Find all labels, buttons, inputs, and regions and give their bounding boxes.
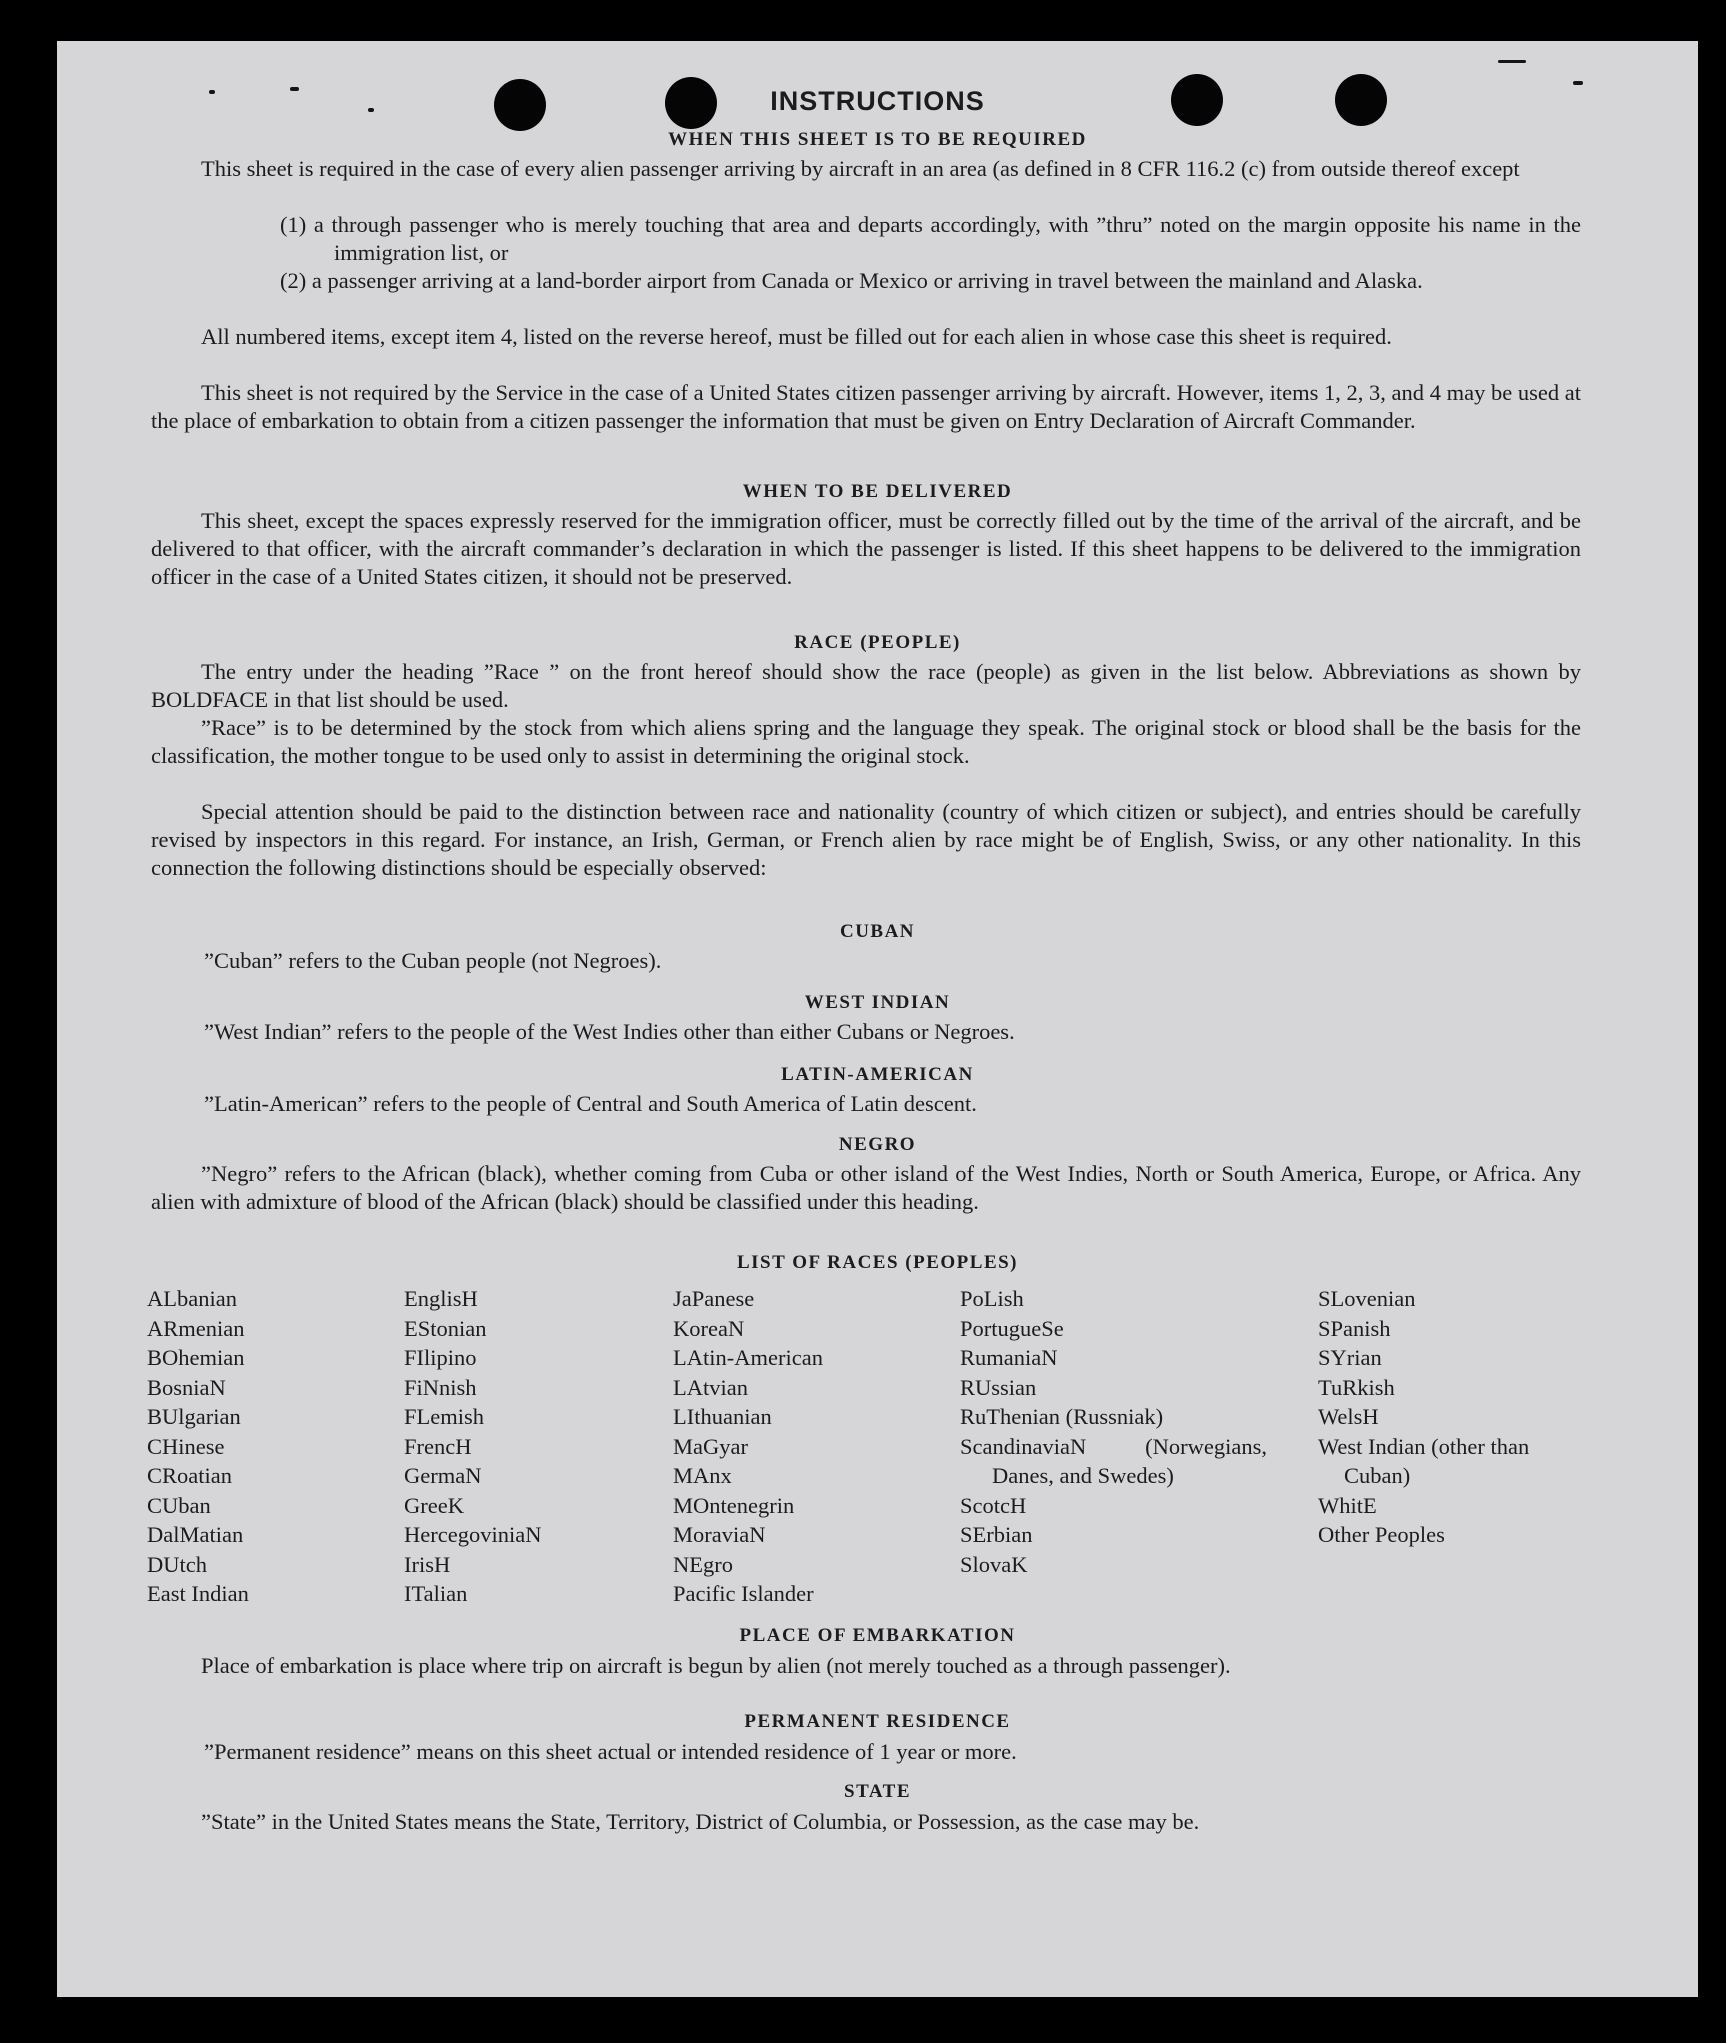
race-list-item: FrencH bbox=[404, 1433, 472, 1459]
state-paragraph: ”State” in the United States means the State, Territory, District of Columbia, or Possession, as the case may be. bbox=[201, 1809, 1200, 1834]
race-list-item: SlovaK bbox=[960, 1551, 1028, 1577]
race-paragraph-2: ”Race” is to be determined by the stock from which aliens spring and the language they speak. The original stock or blood shall be the basis for the classification, the mother tongue to be used only to assist in determining the original stock. bbox=[151, 715, 1581, 768]
race-list-item: CRoatian bbox=[147, 1463, 232, 1488]
race-list-item: BUlgarian bbox=[147, 1404, 241, 1429]
heading-permanent-residence: PERMANENT RESIDENCE bbox=[744, 1711, 1011, 1732]
race-list-item: IrisH bbox=[404, 1551, 451, 1577]
race-list-item: NEgro bbox=[673, 1551, 733, 1577]
race-list-item: ScotcH bbox=[960, 1492, 1027, 1518]
latin-american-paragraph: ”Latin-American” refers to the people of Central and South America of Latin descent. bbox=[204, 1091, 977, 1116]
heading-west-indian: WEST INDIAN bbox=[804, 992, 951, 1013]
race-list-item: HercegoviniaN bbox=[404, 1522, 542, 1547]
heading-list-of-races: LIST OF RACES (PEOPLES) bbox=[736, 1252, 1019, 1273]
race-list-col-5 bbox=[1318, 1284, 1598, 1550]
race-list-item: Other Peoples bbox=[1318, 1522, 1445, 1547]
race-list-item: FLemish bbox=[404, 1404, 485, 1429]
heading-place-of-embarkation: PLACE OF EMBARKATION bbox=[739, 1625, 1016, 1646]
race-list-item: SYrian bbox=[1318, 1345, 1382, 1370]
race-list-item: RUssian bbox=[960, 1374, 1037, 1400]
heading-cuban: CUBAN bbox=[839, 921, 916, 942]
race-list-item: LAtvian bbox=[673, 1374, 748, 1400]
race-list-item: SLovenian bbox=[1318, 1286, 1416, 1311]
race-list-item: DalMatian bbox=[147, 1522, 244, 1547]
race-list-item: EnglisH bbox=[404, 1286, 478, 1311]
race-paragraph-1: The entry under the heading ”Race ” on the front hereof should show the race (people) as given in the list below. Abbreviations as shown by BOLDFACE in that list should be used. bbox=[151, 659, 1581, 712]
embarkation-paragraph: Place of embarkation is place where trip on aircraft is begun by alien (not merely touched as a through passenger). bbox=[201, 1653, 1231, 1678]
race-list-item: ALbanian bbox=[147, 1286, 237, 1311]
race-list-item: MaGyar bbox=[673, 1433, 748, 1459]
race-list-item: KoreaN bbox=[673, 1315, 745, 1341]
exception-item-2: (2) a passenger arriving at a land-border airport from Canada or Mexico or arriving in travel between the mainland and Alaska. bbox=[280, 268, 1423, 293]
race-list-item: WhitE bbox=[1318, 1492, 1377, 1518]
instruction-sheet bbox=[57, 41, 1698, 1997]
race-list-item: WelsH bbox=[1318, 1404, 1379, 1429]
exception-item-1: (1) a through passenger who is merely touching that area and departs accordingly, with ”thru” noted on the margin opposite his name in the immigration list, or bbox=[280, 212, 1581, 265]
delivered-paragraph: This sheet, except the spaces expressly reserved for the immigration officer, must be correctly filled out by the time of the arrival of the aircraft, and be delivered to that officer, with the aircraft commander’s declaration in which the passenger is listed. If this sheet happens to be delivered to the immigration officer in the case of a United States citizen, it should not be preserved. bbox=[151, 508, 1581, 589]
race-list-item: LAtin-American bbox=[673, 1345, 823, 1370]
cuban-paragraph: ”Cuban” refers to the Cuban people (not Negroes). bbox=[204, 948, 662, 973]
race-list-item: PoLish bbox=[960, 1286, 1024, 1311]
race-list-col-3 bbox=[673, 1284, 963, 1609]
race-list-item: MoraviaN bbox=[673, 1522, 766, 1547]
race-list-item: BosniaN bbox=[147, 1374, 226, 1400]
race-list-item: GermaN bbox=[404, 1463, 482, 1488]
race-list-item: RumaniaN bbox=[960, 1345, 1058, 1370]
race-list-item: CHinese bbox=[147, 1433, 225, 1459]
race-list-item: PortugueSe bbox=[960, 1315, 1064, 1341]
heading-state: STATE bbox=[844, 1781, 911, 1802]
race-list-item: LIthuanian bbox=[673, 1404, 772, 1429]
race-paragraph-3: Special attention should be paid to the distinction between race and nationality (country of which citizen or subject), and entries should be carefully revised by inspectors in this regard. For instance, an Irish, German, or French alien by race might be of English, Swiss, or any other nationality. In this connection the following distinctions should be especially observed: bbox=[151, 799, 1581, 880]
heading-negro: NEGRO bbox=[838, 1134, 917, 1155]
race-list-item: SPanish bbox=[1318, 1315, 1391, 1341]
race-list-col-2 bbox=[404, 1284, 644, 1609]
ink-speck bbox=[1573, 81, 1583, 85]
race-list-item: ScandinaviaN (Norwegians, Danes, and Swedes) bbox=[960, 1433, 1267, 1488]
required-paragraph-2: All numbered items, except item 4, listed on the reverse hereof, must be filled out for each alien in whose case this sheet is required. bbox=[201, 324, 1392, 349]
residence-paragraph: ”Permanent residence” means on this sheet actual or intended residence of 1 year or more. bbox=[204, 1739, 1017, 1764]
race-list-item: RuThenian (Russniak) bbox=[960, 1404, 1164, 1429]
race-list-item: TuRkish bbox=[1318, 1374, 1395, 1400]
race-list-item: MOntenegrin bbox=[673, 1492, 795, 1518]
race-list-item: West Indian (other than Cuban) bbox=[1318, 1433, 1530, 1488]
race-list-item: DUtch bbox=[147, 1551, 207, 1577]
race-list-item: FIlipino bbox=[404, 1345, 477, 1370]
page-title: INSTRUCTIONS bbox=[770, 86, 985, 116]
race-list-col-1 bbox=[147, 1284, 377, 1609]
race-list-item: BOhemian bbox=[147, 1345, 245, 1370]
heading-latin-american: LATIN-AMERICAN bbox=[781, 1064, 974, 1085]
ink-speck bbox=[1498, 60, 1526, 63]
race-list-item: GreeK bbox=[404, 1492, 464, 1518]
race-list-item: EStonian bbox=[404, 1315, 487, 1341]
heading-when-delivered: WHEN TO BE DELIVERED bbox=[742, 481, 1013, 502]
race-list-item: CUban bbox=[147, 1492, 211, 1518]
race-list-item: East Indian bbox=[147, 1581, 249, 1606]
required-paragraph-1: This sheet is required in the case of every alien passenger arriving by aircraft in an area (as defined in 8 CFR 116.2 (c) from outside thereof except bbox=[201, 156, 1520, 181]
required-paragraph-3: This sheet is not required by the Service in the case of a United States citizen passenger arriving by aircraft. However, items 1, 2, 3, and 4 may be used at the place of embarkation to obtain from a citizen passenger the information that must be given on Entry Declaration of Aircraft Commander. bbox=[151, 380, 1581, 433]
race-list-item: ITalian bbox=[404, 1581, 468, 1606]
west-indian-paragraph: ”West Indian” refers to the people of the West Indies other than either Cubans or Negroes. bbox=[204, 1019, 1015, 1044]
race-list-item: FiNnish bbox=[404, 1374, 477, 1400]
race-list-item: JaPanese bbox=[673, 1286, 755, 1311]
heading-when-required: WHEN THIS SHEET IS TO BE REQUIRED bbox=[668, 129, 1087, 150]
race-list-item: ARmenian bbox=[147, 1315, 245, 1341]
race-list-col-4 bbox=[960, 1284, 1267, 1579]
race-list-item: Pacific Islander bbox=[673, 1581, 814, 1606]
race-list-item: MAnx bbox=[673, 1463, 732, 1488]
heading-race: RACE (PEOPLE) bbox=[794, 632, 961, 653]
negro-paragraph: ”Negro” refers to the African (black), whether coming from Cuba or other island of the West Indies, North or South America, Europe, or Africa. Any alien with admixture of blood of the African (black) should be classified under this heading. bbox=[151, 1161, 1581, 1214]
race-list-item: SErbian bbox=[960, 1522, 1033, 1547]
